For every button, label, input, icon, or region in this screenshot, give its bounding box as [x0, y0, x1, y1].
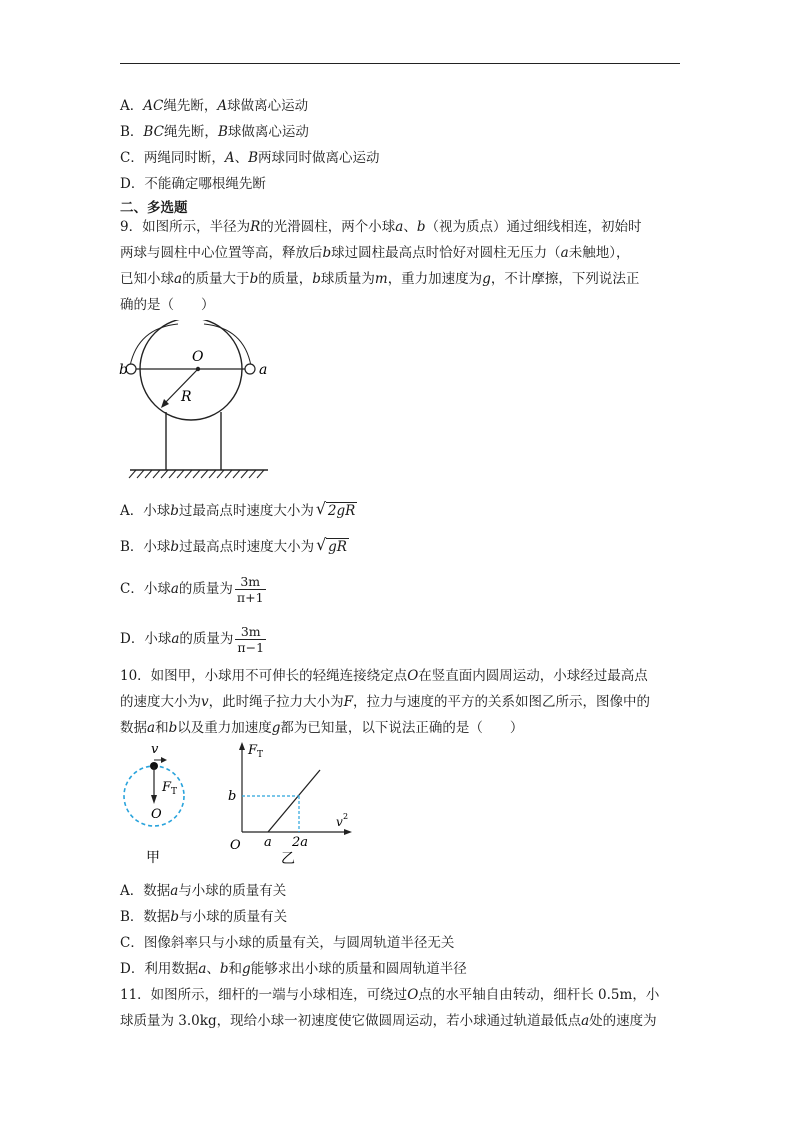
q10-stem-line-2: 的速度大小为v，此时绳子拉力大小为F，拉力与速度的平方的关系如图乙所示，图像中的: [120, 694, 651, 710]
center-dot: [196, 367, 200, 371]
label-r: R: [181, 389, 192, 405]
ground-hatch: [129, 470, 264, 478]
caption-yi: 乙: [281, 851, 295, 866]
label-2a: 2a: [292, 835, 309, 850]
sqrt-2gR: √ 2gR: [315, 499, 356, 519]
q10-option-b: B．数据b与小球的质量有关: [120, 909, 288, 925]
label-a: a: [264, 835, 272, 850]
q10-option-d: D．利用数据a、b和g能够求出小球的质量和圆周轨道半径: [120, 961, 467, 977]
q9-stem-line-2: 两球与圆柱中心位置等高，释放后b球过圆柱最高点时恰好对圆柱无压力（a未触地），: [120, 245, 630, 261]
q8-option-c: C．两绳同时断，A、B两球同时做离心运动: [120, 150, 380, 166]
q9-stem-line-3: 已知小球a的质量大于b的质量，b球质量为m，重力加速度为g，不计摩擦，下列说法正: [120, 271, 640, 287]
hatch-stroke: [249, 470, 256, 478]
sqrt-gR: √ gR: [316, 535, 347, 555]
hatch-stroke: [161, 470, 168, 478]
q8-option-a: A．AC绳先断，A球做离心运动: [120, 98, 309, 114]
x-axis-arrow: [344, 829, 352, 835]
hatch-stroke: [185, 470, 192, 478]
header-rule: [120, 63, 680, 64]
y-axis-arrow: [239, 742, 245, 750]
hatch-stroke: [137, 470, 144, 478]
label-b: b: [228, 789, 237, 804]
q10-stem-line-1: 10．如图甲，小球用不可伸长的轻绳连接绕定点O在竖直面内圆周运动，小球经过最高点: [120, 668, 648, 684]
hatch-stroke: [169, 470, 176, 478]
q9-option-c: C．小球a的质量为 $\frac{3m}{\pi+1}$: [120, 574, 264, 605]
label-ft: F: [162, 780, 172, 795]
hatch-stroke: [153, 470, 160, 478]
q9-option-d: D．小球a的质量为 $\frac{3m}{\pi-1}$: [120, 624, 265, 655]
q9-cylinder-figure: [118, 320, 278, 482]
hatch-stroke: [217, 470, 224, 478]
section-heading: 二、多选题: [120, 200, 188, 216]
q9-stem-line-1: 9．如图所示，半径为R的光滑圆柱，两个小球a、b（视为质点）通过细线相连，初始时: [120, 219, 642, 235]
tension-arrowhead: [151, 795, 157, 804]
graph-line: [268, 770, 320, 832]
hatch-stroke: [225, 470, 232, 478]
label-ft-sub: T: [171, 787, 178, 797]
label-a: a: [259, 362, 268, 378]
q8-option-d: D．不能确定哪根绳先断: [120, 176, 266, 192]
hatch-stroke: [193, 470, 200, 478]
q11-stem-line-2: 球质量为 3.0kg，现给小球一初速度使它做圆周运动，若小球通过轨道最低点a处的速度为: [120, 1013, 657, 1029]
label-o: O: [151, 807, 162, 822]
label-v2-sup: 2: [343, 812, 349, 821]
velocity-arrowhead: [161, 757, 167, 763]
rope-right: [204, 324, 251, 366]
figure-yi: [222, 736, 362, 866]
ball-a: [245, 364, 255, 374]
q10-option-c: C．图像斜率只与小球的质量有关，与圆周轨道半径无关: [120, 935, 455, 951]
hatch-stroke: [241, 470, 248, 478]
figure-jia: [118, 740, 208, 866]
label-v: v: [151, 742, 159, 757]
label-v2: v: [336, 815, 343, 829]
hatch-stroke: [257, 470, 264, 478]
fraction-d: $\frac{3m}{\pi-1}$: [237, 624, 265, 655]
hatch-stroke: [209, 470, 216, 478]
label-origin: O: [230, 838, 241, 853]
q9-option-a: A．小球b过最高点时速度大小为 √ 2gR: [120, 499, 356, 519]
hatch-stroke: [233, 470, 240, 478]
label-o: O: [192, 349, 204, 365]
hatch-stroke: [145, 470, 152, 478]
caption-jia: 甲: [146, 850, 160, 866]
label-ft: F: [248, 743, 258, 758]
q9-stem-line-4: 确的是（ ）: [120, 297, 215, 313]
q8-option-b: B．BC绳先断，B球做离心运动: [120, 124, 309, 140]
hatch-stroke: [129, 470, 136, 478]
fraction-c: $\frac{3m}{\pi+1}$: [236, 574, 264, 605]
hatch-stroke: [177, 470, 184, 478]
q11-stem-line-1: 11．如图所示，细杆的一端与小球相连，可绕过O点的水平轴自由转动，细杆长 0.5m，小: [120, 987, 660, 1003]
label-ft-sub: T: [257, 750, 264, 760]
cylinder-circle: [140, 320, 242, 420]
q10-option-a: A．数据a与小球的质量有关: [120, 883, 287, 899]
rope-left: [130, 324, 178, 366]
label-b: b: [119, 362, 128, 378]
q9-option-b: B．小球b过最高点时速度大小为 √ gR: [120, 535, 347, 555]
hatch-stroke: [201, 470, 208, 478]
q10-stem-line-3: 数据a和b以及重力加速度g都为已知量，以下说法正确的是（ ）: [120, 720, 524, 736]
